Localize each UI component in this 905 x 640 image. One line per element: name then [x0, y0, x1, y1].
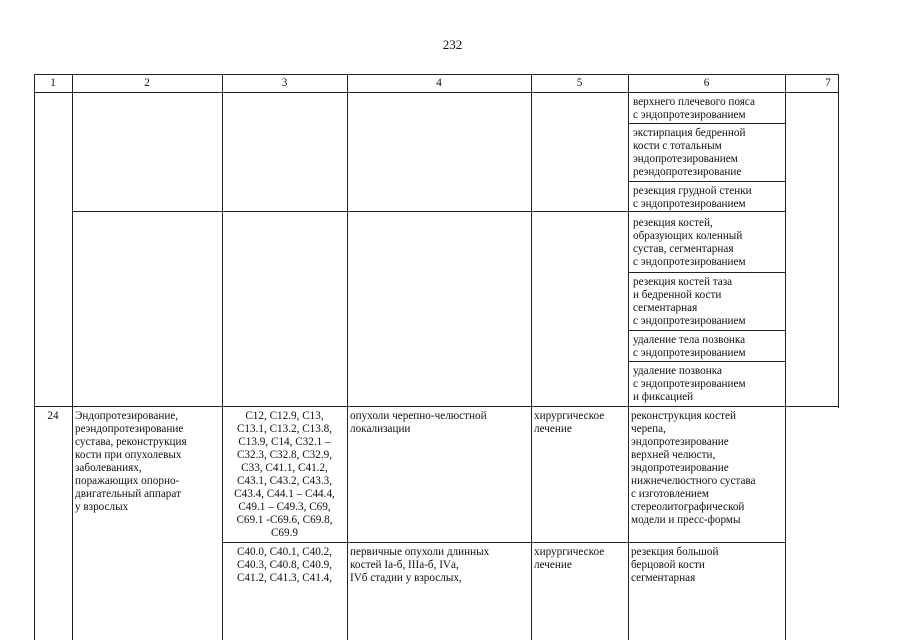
cell-line: сегментарная [633, 302, 698, 314]
row-divider [628, 272, 785, 273]
row-divider [628, 361, 785, 362]
header-col-5: 5 [576, 77, 583, 89]
cell-line: и фиксацией [633, 391, 694, 403]
column-border [347, 74, 348, 640]
cell-line: реэндопротезирование [75, 423, 184, 435]
header-bottom-border [34, 92, 838, 93]
cell-line: хирургическое [534, 546, 605, 558]
cell-line: Эндопротезирование, [75, 410, 179, 422]
row-divider [222, 542, 785, 543]
cell-line: черепа, [631, 423, 666, 435]
cell-line: C69.9 [270, 527, 299, 539]
header-col-6: 6 [703, 77, 710, 89]
cell-line: верхнего плечевого пояса [633, 96, 755, 108]
cell-line: лечение [534, 423, 572, 435]
row-divider [72, 211, 785, 212]
cell-line: с изготовлением [631, 488, 709, 500]
header-col-7: 7 [825, 77, 831, 89]
cell-line: лечение [534, 559, 572, 571]
header-col-3: 3 [281, 77, 288, 89]
cell-line: модели и пресс-формы [631, 514, 741, 526]
header-col-4: 4 [436, 77, 442, 89]
cell-line: IVб стадии у взрослых, [350, 572, 462, 584]
column-border [838, 74, 839, 408]
cell-line: C69.1 -C69.6, C69.8, [236, 514, 333, 526]
cell-line: резекция большой [631, 546, 719, 558]
cell-line: берцовой кости [631, 559, 705, 571]
cell-line: нижнечелюстного сустава [631, 475, 756, 487]
cell-line: кости при опухолевых [75, 449, 182, 461]
cell-line: C33, C41.1, C41.2, [241, 462, 328, 474]
cell-line: сегментарная [631, 572, 696, 584]
cell-line: поражающих опорно- [75, 475, 180, 487]
cell-line: C49.1 – C49.3, C69, [238, 501, 331, 513]
cell-line: C43.1, C43.2, C43.3, [236, 475, 333, 487]
cell-line: C43.4, C44.1 – C44.4, [234, 488, 335, 500]
cell-line: C12, C12.9, C13, [245, 410, 324, 422]
cell-line: верхней челюсти, [631, 449, 716, 461]
column-border [34, 74, 35, 640]
cell-line: первичные опухоли длинных [350, 546, 490, 558]
cell-line: C13.9, C14, C32.1 – [238, 436, 331, 448]
cell-line: реэндопротезирование [633, 166, 742, 178]
cell-line: сустав, сегментарная [633, 243, 734, 255]
cell-line: удаление позвонка [633, 365, 722, 377]
cell-line: у взрослых [75, 501, 129, 513]
cell-line: реконструкция костей [631, 410, 736, 422]
cell-line: эндопротезирование [631, 436, 729, 448]
row-divider [628, 330, 785, 331]
cell-line: резекция костей таза [633, 276, 733, 288]
cell-line: и бедренной кости [633, 289, 722, 301]
column-border [628, 74, 629, 640]
cell-line: C41.2, C41.3, C41.4, [236, 572, 333, 584]
cell-line: заболеваниях, [75, 462, 142, 474]
page-number: 232 [442, 37, 463, 52]
row-divider [628, 123, 785, 124]
cell-line: костей Iа-б, IIIа-б, IVа, [350, 559, 459, 571]
cell-line: с эндопротезированием [633, 109, 746, 121]
cell-line: экстирпация бедренной [633, 127, 746, 139]
cell-line: с эндопротезированием [633, 256, 746, 268]
cell-line: с эндопротезированием [633, 198, 746, 210]
cell-line: C13.1, C13.2, C13.8, [236, 423, 333, 435]
cell-line: стереолитографической [631, 501, 745, 513]
cell-line: локализации [350, 423, 411, 435]
table-top-border [34, 74, 838, 75]
cell-line: хирургическое [534, 410, 605, 422]
cell-line: с эндопротезированием [633, 378, 746, 390]
cell-line: эндопротезированием [633, 153, 738, 165]
cell-line: резекция грудной стенки [633, 185, 752, 197]
cell-line: удаление тела позвонка [633, 334, 746, 346]
row-divider [34, 406, 838, 407]
row-number: 24 [47, 410, 59, 422]
row-divider [628, 181, 785, 182]
cell-line: с эндопротезированием [633, 315, 746, 327]
column-border [785, 74, 786, 640]
cell-line: C32.3, C32.8, C32.9, [236, 449, 333, 461]
cell-line: эндопротезирование [631, 462, 729, 474]
cell-line: C40.0, C40.1, C40.2, [236, 546, 333, 558]
column-border [531, 74, 532, 640]
cell-line: двигательный аппарат [75, 488, 181, 500]
cell-line: с эндопротезированием [633, 347, 746, 359]
cell-line: опухоли черепно-челюстной [350, 410, 487, 422]
column-border [72, 74, 73, 640]
cell-line: кости с тотальным [633, 140, 722, 152]
cell-line: C40.3, C40.8, C40.9, [236, 559, 333, 571]
cell-line: сустава, реконструкция [75, 436, 187, 448]
header-col-1: 1 [50, 77, 56, 89]
cell-line: резекция костей, [633, 217, 713, 229]
header-col-2: 2 [144, 77, 150, 89]
cell-line: образующих коленный [633, 230, 743, 242]
